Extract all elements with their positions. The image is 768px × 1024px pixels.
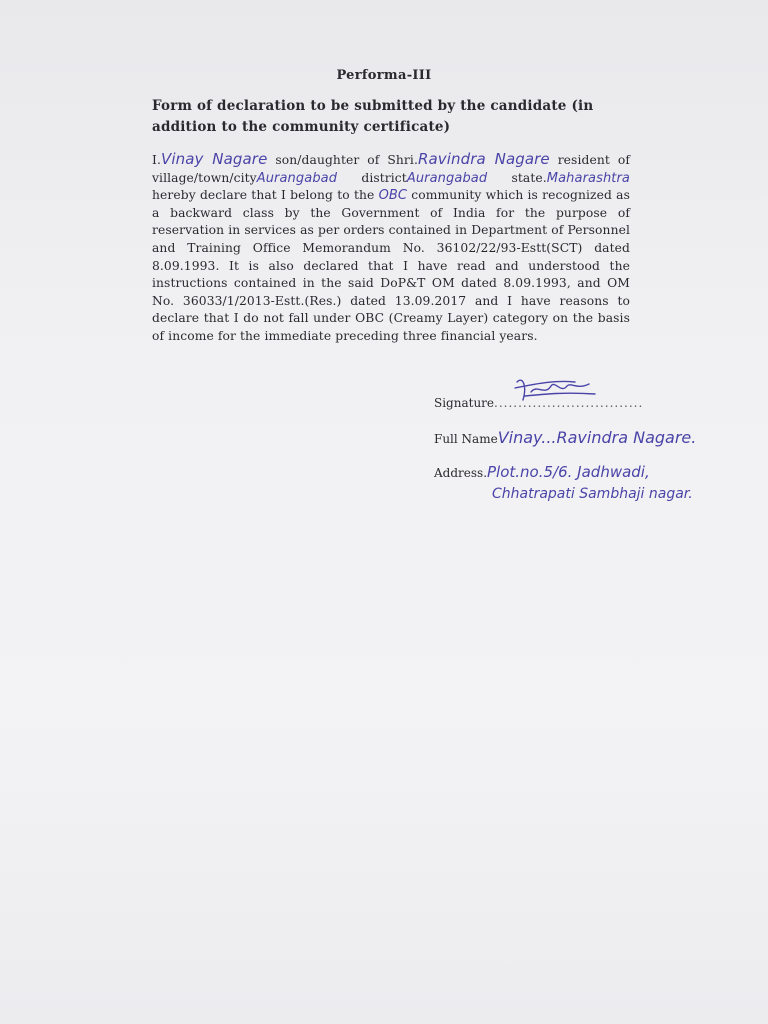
address-label: Address — [434, 466, 484, 480]
handwritten-community: OBC — [378, 188, 408, 204]
son-daughter-text: son/daughter of Shri. — [275, 153, 418, 167]
declaration-paragraph — [152, 151, 630, 346]
document-title: Performa-III — [336, 68, 432, 83]
address-line-1: Plot.no.5/6. Jadhwadi, — [487, 463, 650, 481]
state-text: state. — [511, 170, 547, 185]
signature-dots: ............................... — [494, 396, 644, 410]
handwritten-city: Aurangabad — [256, 170, 338, 186]
full-name-value: Vinay...Ravindra Nagare. — [497, 428, 697, 447]
signature-label: Signature — [434, 396, 495, 410]
address-row — [434, 463, 650, 481]
form-heading: Form of declaration to be submitted by the candidate (in addition to the community certificate) — [152, 98, 594, 135]
handwritten-candidate-name: Vinay Nagare — [160, 150, 268, 168]
intro-i: I. — [152, 153, 161, 167]
address-line-2: Chhatrapati Sambhaji nagar. — [492, 486, 693, 502]
village-town-city-text: village/town/city — [152, 170, 257, 185]
resident-of-text: resident of — [557, 153, 631, 167]
district-text: district — [361, 170, 407, 185]
address-line-2-row — [492, 483, 693, 502]
declaration-body-text: community which is recognized as a backward class by the Government of India for the purpose of reservation in services as per orders contained in Department of Personnel and Training Office Memorandum No. 36102/22/93-Estt(SCT) dated 8.09.1993. It is also declared that I have read and understood the instructions contained in the said DoP&T OM dated 8.09.1993, and OM No. 36033/1/2013-Estt.(Res.) dated 13.09.2017 and I have reasons to declare that I do not fall under OBC (Creamy Layer) category on the basis of income for the immediate preceding three financial years. — [152, 188, 630, 343]
signature-row — [434, 396, 643, 410]
address-dot: . — [483, 466, 488, 480]
handwritten-state: Maharashtra — [546, 170, 631, 186]
handwritten-district: Aurangabad — [406, 170, 488, 186]
full-name-row — [434, 428, 696, 447]
handwritten-father-name: Ravindra Nagare — [417, 150, 550, 168]
full-name-label: Full Name — [434, 432, 498, 446]
hereby-text: hereby declare that I belong to the — [152, 188, 375, 203]
